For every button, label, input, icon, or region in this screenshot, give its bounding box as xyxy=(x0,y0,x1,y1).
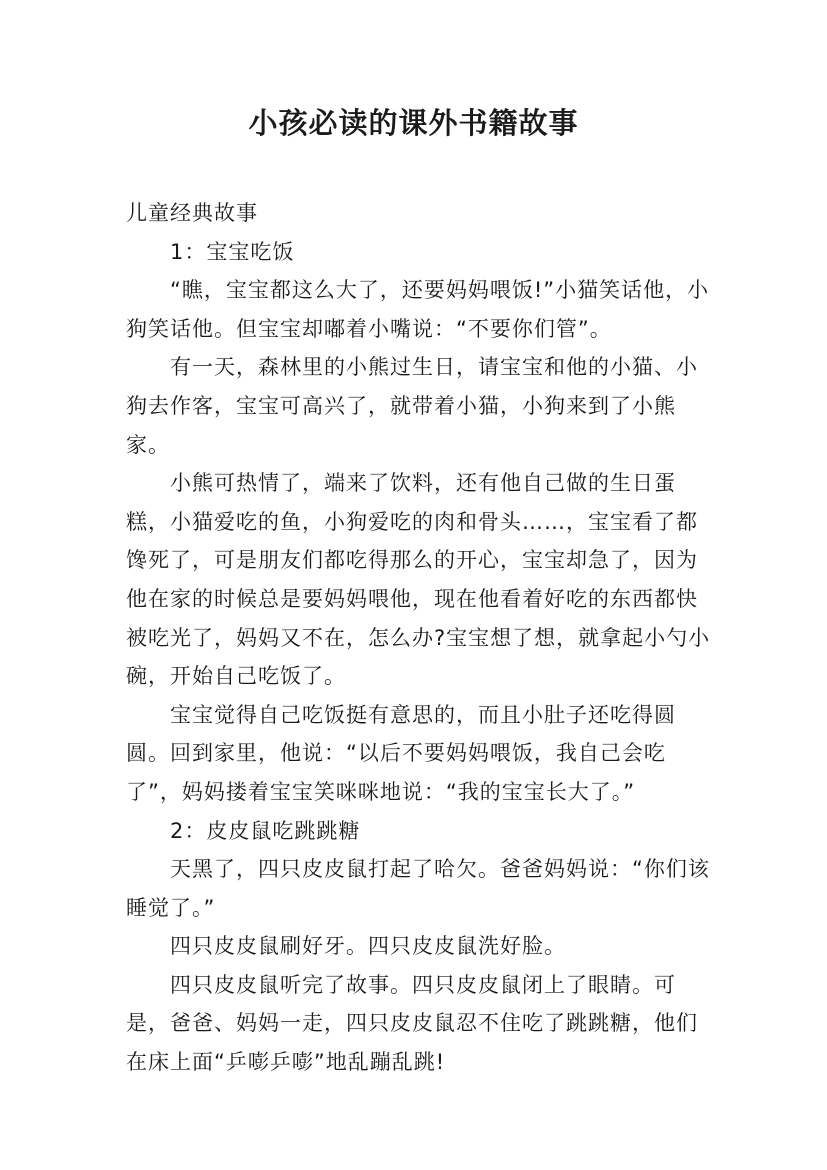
story-paragraph: 四只皮皮鼠刷好牙。四只皮皮鼠洗好脸。 xyxy=(170,934,566,959)
story-heading: 1：宝宝吃饭 xyxy=(170,239,295,264)
story-paragraph: 有一天，森林里的小熊过生日，请宝宝和他的小猫、小狗去作客，宝宝可高兴了，就带着小猫，小狗来到了小熊家。 xyxy=(126,355,698,457)
document-title: 小孩必读的课外书籍故事 xyxy=(248,106,579,140)
story-paragraph: 宝宝觉得自己吃饭挺有意思的，而且小肚子还吃得圆圆。回到家里，他说：“以后不要妈妈喂饭，我自己会吃了”，妈妈搂着宝宝笑咪咪地说：“我的宝宝长大了。” xyxy=(126,702,676,804)
story-heading: 2：皮皮鼠吃跳跳糖 xyxy=(170,818,361,843)
document-body xyxy=(126,194,714,1082)
story-paragraph: “瞧，宝宝都这么大了，还要妈妈喂饭!”小猫笑话他，小狗笑话他。但宝宝却嘟着小嘴说：“不要你们管”。 xyxy=(126,278,710,341)
story-paragraph: 四只皮皮鼠听完了故事。四只皮皮鼠闭上了眼睛。可是，爸爸、妈妈一走，四只皮皮鼠忍不住吃了跳跳糖，他们在床上面“乒嘭乒嘭”地乱蹦乱跳! xyxy=(126,972,698,1075)
story-paragraph: 天黑了，四只皮皮鼠打起了哈欠。爸爸妈妈说：“你们该睡觉了。” xyxy=(126,857,710,920)
story-paragraph: 小熊可热情了，端来了饮料，还有他自己做的生日蛋糕，小猫爱吃的鱼，小狗爱吃的肉和骨头……，宝宝看了都馋死了，可是朋友们都吃得那么的开心，宝宝却急了，因为他在家的时候总是要妈妈喂他，现在他看着好吃的东西都快被吃光了，妈妈又不在，怎么办?宝宝想了想，就拿起小勺小碗，开始自己吃饭了。 xyxy=(126,471,711,689)
document-subtitle: 儿童经典故事 xyxy=(126,201,258,225)
